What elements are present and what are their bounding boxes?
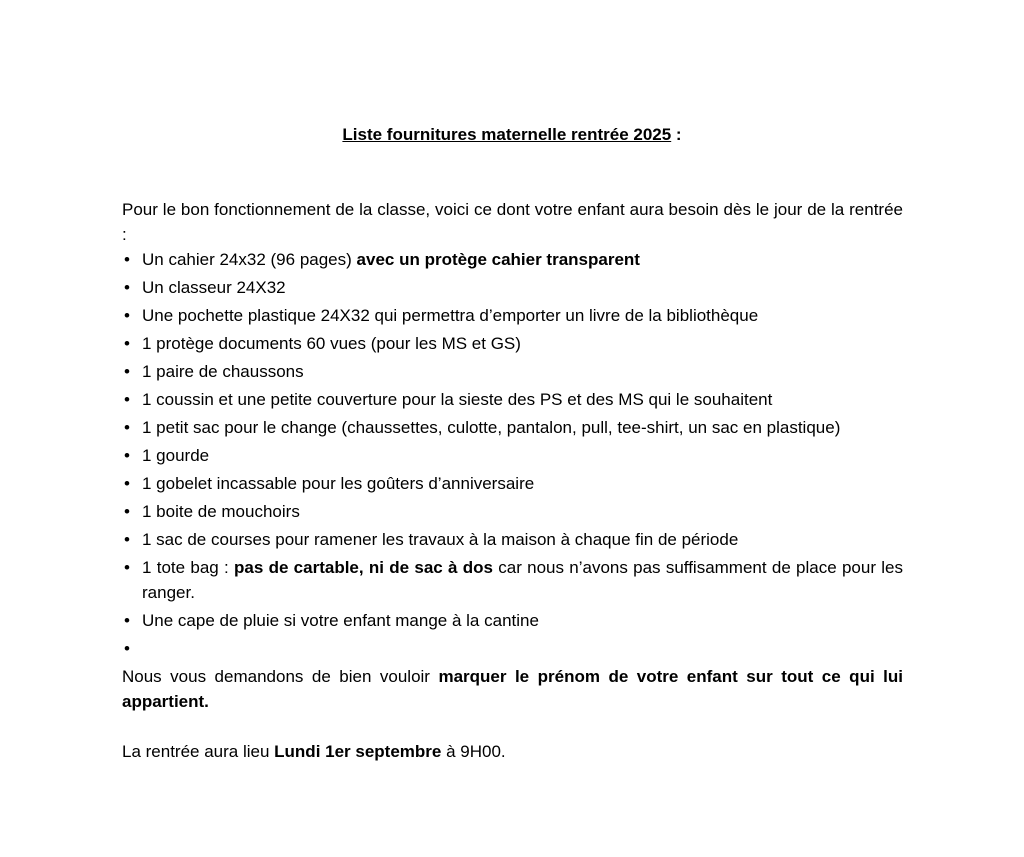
bullet-icon: • <box>124 418 130 437</box>
document-title-text: Liste fournitures maternelle rentrée 2025 <box>342 125 672 144</box>
item-text: 1 sac de courses pour ramener les travaux à la maison à chaque fin de période <box>142 530 739 549</box>
bullet-icon: • <box>124 362 130 381</box>
list-item <box>122 499 903 524</box>
list-item <box>122 443 903 468</box>
bullet-icon: • <box>124 558 130 577</box>
bullet-icon: • <box>124 278 130 297</box>
item-text: Une cape de pluie si votre enfant mange à la cantine <box>142 611 539 630</box>
list-item <box>122 527 903 552</box>
closing-paragraph <box>122 664 903 714</box>
intro-paragraph: Pour le bon fonctionnement de la classe, voici ce dont votre enfant aura besoin dès le jour de la rentrée : <box>122 200 903 244</box>
list-item <box>122 331 903 356</box>
list-item <box>122 387 903 412</box>
bullet-icon: • <box>124 502 130 521</box>
item-text: 1 gourde <box>142 446 210 465</box>
start-after-text: à 9H00. <box>441 742 506 761</box>
item-text: Une pochette plastique 24X32 qui permettra d’emporter un livre de la bibliothèque <box>142 306 759 325</box>
item-text: 1 tote bag : <box>142 558 234 577</box>
supplies-list <box>122 247 903 661</box>
bullet-icon: • <box>124 474 130 493</box>
list-item <box>122 303 903 328</box>
item-bold-text: avec un protège cahier transparent <box>356 250 640 269</box>
start-date-paragraph <box>122 739 903 764</box>
item-text: 1 paire de chaussons <box>142 362 304 381</box>
item-text: Un classeur 24X32 <box>142 278 286 297</box>
item-text: 1 protège documents 60 vues (pour les MS et GS) <box>142 334 521 353</box>
list-item <box>122 415 903 440</box>
list-item <box>122 471 903 496</box>
bullet-icon: • <box>124 390 130 409</box>
bullet-icon: • <box>124 446 130 465</box>
start-text: La rentrée aura lieu <box>122 742 275 761</box>
item-bold-text: pas de cartable, ni de sac à dos <box>234 558 493 577</box>
document-title <box>0 124 1024 146</box>
item-text: Un cahier 24x32 (96 pages) <box>142 250 357 269</box>
bullet-icon: • <box>124 639 130 658</box>
bullet-icon: • <box>124 334 130 353</box>
document-body <box>122 197 903 764</box>
start-date-bold: Lundi 1er septembre <box>274 742 442 761</box>
closing-bold-text: marquer le prénom de votre enfant sur tout ce qui lui appartient. <box>122 667 903 711</box>
bullet-icon: • <box>124 250 130 269</box>
closing-text: Nous vous demandons de bien vouloir <box>122 667 439 686</box>
document-title-suffix: : <box>671 125 682 144</box>
item-text: 1 petit sac pour le change (chaussettes, culotte, pantalon, pull, tee-shirt, un sac en plastique) <box>142 418 841 437</box>
item-text: 1 boite de mouchoirs <box>142 502 300 521</box>
list-item <box>122 608 903 633</box>
item-after-text: car nous n’avons pas suffisamment de place pour les ranger. <box>142 558 904 602</box>
list-item <box>122 275 903 300</box>
list-item <box>122 247 903 272</box>
list-item <box>122 636 903 661</box>
bullet-icon: • <box>124 611 130 630</box>
bullet-icon: • <box>124 306 130 325</box>
list-item <box>122 359 903 384</box>
item-text: 1 coussin et une petite couverture pour la sieste des PS et des MS qui le souhaitent <box>142 390 773 409</box>
bullet-icon: • <box>124 530 130 549</box>
item-text: 1 gobelet incassable pour les goûters d’anniversaire <box>142 474 535 493</box>
list-item <box>122 555 903 605</box>
